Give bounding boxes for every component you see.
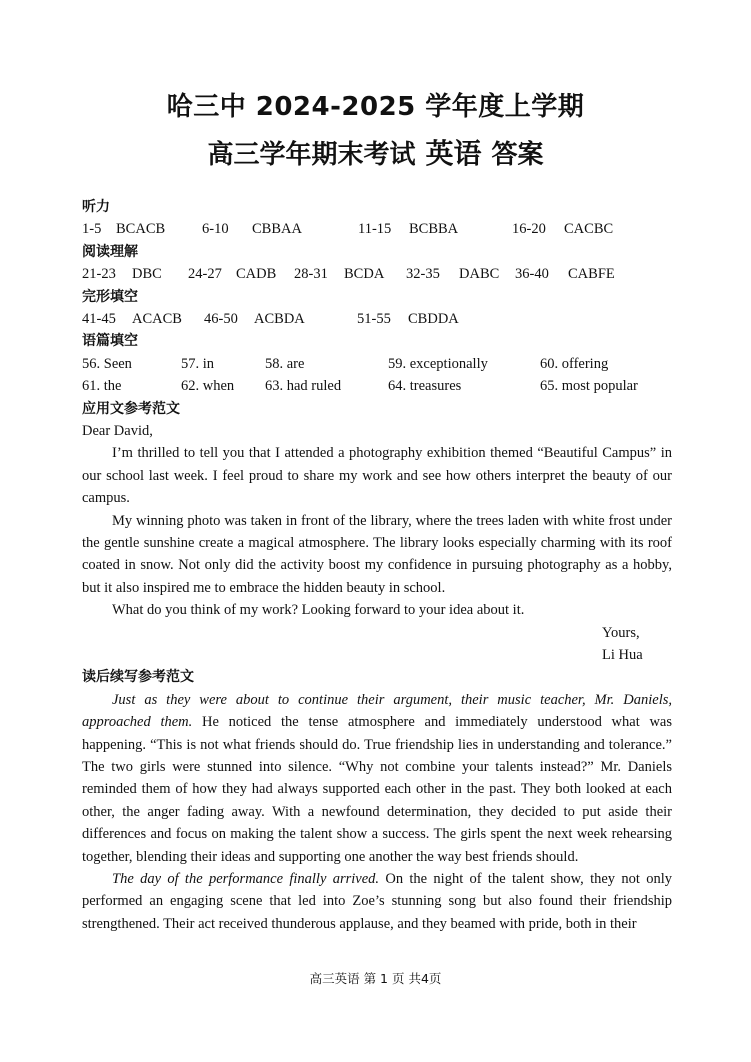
answer-key: DABC (459, 266, 500, 283)
answer-range: 11-15 (358, 221, 392, 238)
answer-row-cloze (82, 308, 672, 330)
answer-range: 16-20 (512, 221, 546, 238)
continuation-body: He noticed the tense atmosphere and immediately understood what was happening. “This is not what friends should do. True friendship lies in understanding and tolerance.” The two girls were stunned into silence. “Why not combine your talents instead?” Mr. Daniels reminded them of how they had always supported each other in the past. They both looked at each other, the anger fading away. With a newfound determination, they decided to put aside their differences and focus on making the talent show a success. The girls spent the next week rehearsing together, blending their ideas and supporting one another the way best friends should. (82, 714, 672, 865)
page-footer: 高三英语 第 1 页 共4页 (309, 971, 442, 986)
answer-key: CABFE (568, 266, 615, 283)
answer-key: CBBAA (252, 221, 302, 238)
continuation-paragraph (82, 689, 672, 868)
continuation-opening-sentence: Just as they were about to continue their argument, their music teacher, Mr. Daniels, approached them. (82, 691, 672, 731)
answer-range: 6-10 (202, 221, 229, 238)
continuation-body: On the night of the talent show, they not only performed an engaging scene that led into Zoe’s stunning song but also found their friendship strengthened. Their act received thunderous applause, and they beamed with pride, both in their (82, 871, 672, 932)
answer-key: ACACB (132, 310, 182, 327)
grammar-answer: 59. exceptionally (388, 355, 488, 372)
answer-range: 1-5 (82, 221, 102, 238)
continuation-paragraph (82, 868, 672, 935)
answer-range: 32-35 (406, 266, 440, 283)
answer-row-grammar-1 (82, 353, 672, 375)
answer-key: CBDDA (408, 310, 459, 327)
subtitle-subject: 英语 (425, 137, 482, 170)
subtitle-prefix: 高三学年期末考试 (207, 140, 416, 170)
answer-range: 36-40 (515, 266, 549, 283)
answer-row-listening (82, 218, 672, 240)
answer-key: BCDA (344, 266, 385, 283)
letter-closing: Yours, (602, 624, 640, 641)
page-title: 哈三中 2024-2025 学年度上学期 (166, 92, 585, 122)
section-label-continuation-writing: 读后续写参考范文 (82, 669, 194, 686)
grammar-answer: 57. in (181, 355, 215, 372)
section-label-cloze: 完形填空 (82, 288, 138, 305)
letter-paragraph: I’m thrilled to tell you that I attended a photography exhibition themed “Beautiful Campus” in our school last week. I feel proud to share my work and see how others interpret the beauty of our campus. (82, 445, 672, 507)
answer-range: 51-55 (357, 310, 391, 327)
answer-range: 41-45 (82, 310, 116, 327)
answer-key: BCACB (116, 221, 166, 238)
answer-key: CACBC (564, 221, 614, 238)
section-label-grammar: 语篇填空 (82, 333, 138, 350)
grammar-answer: 62. when (181, 378, 235, 395)
grammar-answer: 64. treasures (388, 378, 462, 395)
grammar-answer: 63. had ruled (265, 378, 342, 395)
grammar-answer: 56. Seen (82, 355, 132, 372)
page-subtitle (0, 132, 751, 172)
answer-range: 24-27 (188, 266, 222, 283)
answer-row-reading (82, 263, 672, 285)
continuation-opening-sentence: The day of the performance finally arrived. (112, 871, 380, 888)
letter-signature: Li Hua (602, 646, 643, 663)
subtitle-suffix: 答案 (491, 140, 544, 170)
grammar-answer: 65. most popular (540, 378, 638, 395)
answer-key: CADB (236, 266, 277, 283)
section-label-practical-writing: 应用文参考范文 (82, 400, 180, 417)
section-label-listening: 听力 (82, 199, 110, 215)
answer-content (82, 196, 672, 935)
letter-salutation: Dear David, (82, 422, 153, 439)
answer-key: DBC (132, 266, 162, 283)
grammar-answer: 58. are (265, 355, 305, 372)
grammar-answer: 60. offering (540, 355, 609, 372)
grammar-answer: 61. the (82, 378, 122, 395)
answer-key: BCBBA (409, 221, 459, 238)
answer-range: 28-31 (294, 266, 328, 283)
letter-paragraph: What do you think of my work? Looking forward to your idea about it. (112, 602, 525, 619)
section-label-reading: 阅读理解 (82, 243, 138, 260)
answer-range: 46-50 (204, 310, 238, 327)
letter-paragraph: My winning photo was taken in front of the library, where the trees laden with white frost under the gentle sunshine create a magical atmosphere. The library looks especially charming with its roof coated in snow. Not only did the activity boost my confidence in pursuing photography as a hobby, but it also inspired me to embrace the hidden beauty in school. (82, 512, 672, 596)
answer-row-grammar-2 (82, 375, 672, 397)
answer-range: 21-23 (82, 266, 116, 283)
answer-key: ACBDA (254, 310, 305, 327)
